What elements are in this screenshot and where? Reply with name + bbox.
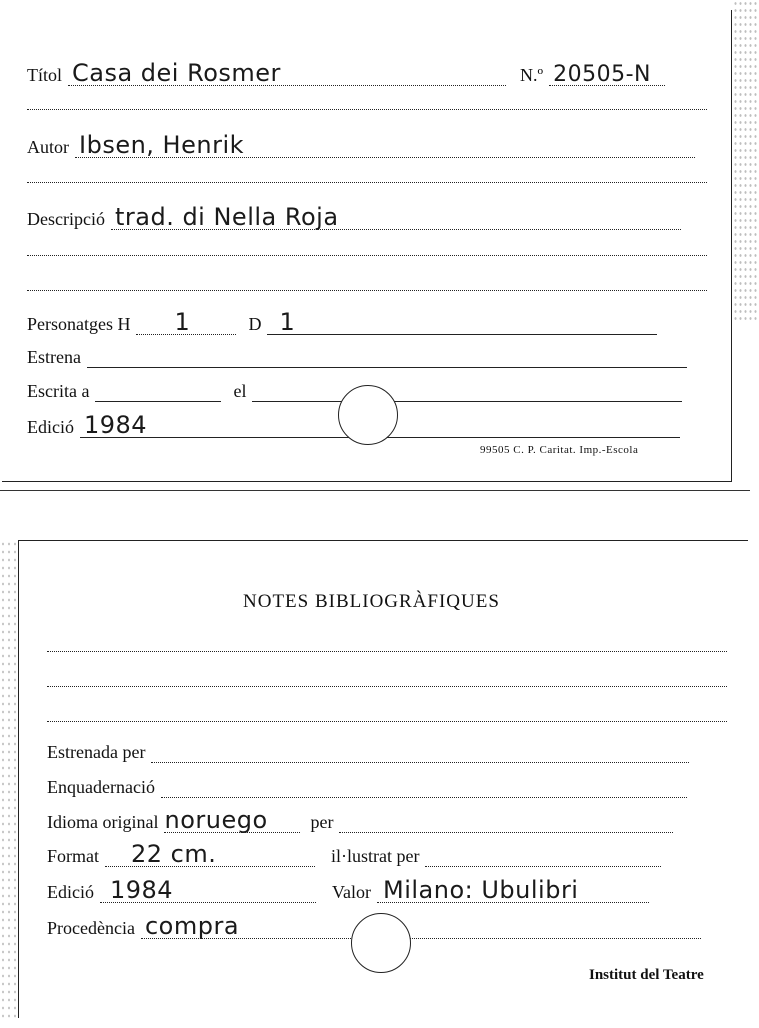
personatges-d-value: 1 <box>279 308 296 336</box>
procedencia-field <box>141 909 701 939</box>
numero-field <box>549 56 665 86</box>
edicio2-value: 1984 <box>110 876 174 904</box>
titol-field <box>68 56 506 86</box>
idioma-per-label: per <box>310 812 334 832</box>
autor-extra-line <box>27 182 707 183</box>
estrena-label: Estrena <box>27 347 81 367</box>
titol-row <box>27 56 671 86</box>
notes-line-1 <box>47 651 727 652</box>
titol-label: Títol <box>27 65 62 85</box>
catalog-card-front <box>2 10 732 482</box>
el-label: el <box>233 381 247 401</box>
personatges-d-label: D <box>248 314 262 334</box>
card-separator <box>0 490 750 491</box>
enquadernacio-field <box>161 768 687 798</box>
escrita-label: Escrita a <box>27 381 90 401</box>
scan-noise-right <box>733 0 759 320</box>
personatges-h-field <box>136 305 236 335</box>
personatges-row <box>27 305 663 335</box>
estrenada-field <box>151 733 689 763</box>
descripcio-field <box>111 200 681 230</box>
edicio-valor-row <box>47 873 655 903</box>
personatges-label: Personatges H <box>27 314 131 334</box>
descripcio-extra-line-2 <box>27 290 707 291</box>
illustrat-label: il·lustrat per <box>331 846 420 866</box>
numero-value: 20505-N <box>553 62 651 87</box>
format-field <box>105 837 315 867</box>
procedencia-label: Procedència <box>47 918 135 938</box>
autor-row <box>27 128 701 158</box>
enquadernacio-row <box>47 768 693 798</box>
printer-imprint: 99505 C. P. Caritat. Imp.-Escola <box>480 444 639 456</box>
estrenada-label: Estrenada per <box>47 742 146 762</box>
institution-name: Institut del Teatre <box>589 967 704 983</box>
format-label: Format <box>47 846 99 866</box>
estrena-row <box>27 338 693 368</box>
estrenada-row <box>47 733 695 763</box>
notes-line-2 <box>47 686 727 687</box>
personatges-d-field <box>267 305 657 335</box>
descripcio-row <box>27 200 687 230</box>
idioma-label: Idioma original <box>47 812 159 832</box>
notes-line-3 <box>47 721 727 722</box>
valor-value: Milano: Ubulibri <box>383 876 579 904</box>
escrita-a-field <box>95 372 221 402</box>
descripcio-extra-line-1 <box>27 255 707 256</box>
escrita-el-field <box>252 372 682 402</box>
notes-heading: NOTES BIBLIOGRÀFIQUES <box>243 591 500 612</box>
scan-noise-left <box>0 540 20 1020</box>
valor-label: Valor <box>332 882 371 902</box>
punch-hole-top <box>338 385 398 445</box>
illustrat-field <box>425 837 661 867</box>
enquadernacio-label: Enquadernació <box>47 777 155 797</box>
valor-field <box>377 873 649 903</box>
autor-value: Ibsen, Henrik <box>79 131 245 159</box>
idioma-per-field <box>339 803 673 833</box>
descripcio-label: Descripció <box>27 209 105 229</box>
edicio-label: Edició <box>27 417 74 437</box>
edicio2-label: Edició <box>47 882 94 902</box>
edicio-value: 1984 <box>84 411 148 439</box>
punch-hole-bottom <box>351 913 411 973</box>
estrena-field <box>87 338 687 368</box>
personatges-h-value: 1 <box>174 308 191 336</box>
edicio2-field <box>100 873 316 903</box>
autor-label: Autor <box>27 137 69 157</box>
procedencia-value: compra <box>144 912 240 940</box>
titol-value: Casa dei Rosmer <box>72 59 281 87</box>
format-value: 22 cm. <box>131 840 217 868</box>
format-row <box>47 837 667 867</box>
descripcio-value: trad. di Nella Roja <box>114 203 339 231</box>
titol-extra-line <box>27 109 707 110</box>
idioma-field <box>164 803 300 833</box>
numero-label: N.º <box>520 65 544 85</box>
idioma-value: noruego <box>164 806 268 834</box>
catalog-card-back <box>18 540 748 1018</box>
autor-field <box>75 128 695 158</box>
idioma-row <box>47 803 679 833</box>
